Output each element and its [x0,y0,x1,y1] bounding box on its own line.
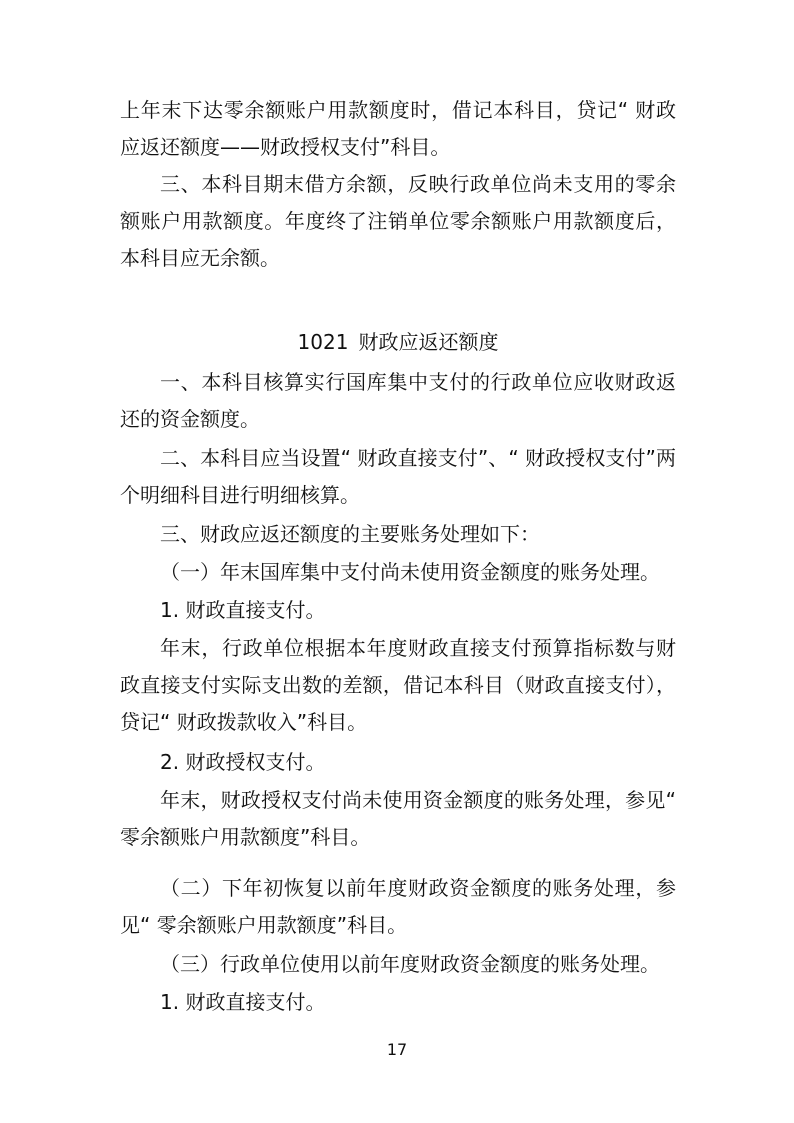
section-title: 财政应返还额度 [358,330,499,354]
section-heading [120,324,676,361]
section-code: 1021 [297,330,349,354]
paragraph-sub-3: （三）行政单位使用以前年度财政资金额度的账务处理。 [160,952,660,976]
paragraph-item-3: 三、财政应返还额度的主要账务处理如下： [160,522,540,546]
paragraph-continuation: 上年末下达零余额账户用款额度时，借记本科目，贷记“ 财政应返还额度——财政授权支付”科目。 [120,98,676,159]
paragraph-authorized-payment: 2. 财政授权支付。 [160,750,326,774]
paragraph-direct-payment-2: 1. 财政直接支付。 [160,990,326,1014]
paragraph-item-1: 一、本科目核算实行国库集中支付的行政单位应收财政返还的资金额度。 [120,370,676,431]
paragraph-year-end-authorized: 年末，财政授权支付尚未使用资金额度的账务处理，参见“ 零余额账户用款额度”科目。 [120,788,676,849]
paragraph-closing-balance: 三、本科目期末借方余额，反映行政单位尚未支用的零余额账户用款额度。年度终了注销单位零余额账户用款额度后，本科目应无余额。 [120,172,676,270]
page-number: 17 [386,1040,408,1059]
paragraph-sub-1: （一）年末国库集中支付尚未使用资金额度的账务处理。 [160,560,660,584]
paragraph-item-2: 二、本科目应当设置“ 财政直接支付”、“ 财政授权支付”两个明细科目进行明细核算。 [120,446,676,507]
paragraph-direct-payment: 1. 财政直接支付。 [160,598,326,622]
paragraph-sub-2: （二）下年初恢复以前年度财政资金额度的账务处理，参见“ 零余额账户用款额度”科目。 [120,876,676,937]
paragraph-year-end-direct: 年末，行政单位根据本年度财政直接支付预算指标数与财政直接支付实际支出数的差额，借记本科目（财政直接支付），贷记“ 财政拨款收入”科目。 [120,636,676,734]
